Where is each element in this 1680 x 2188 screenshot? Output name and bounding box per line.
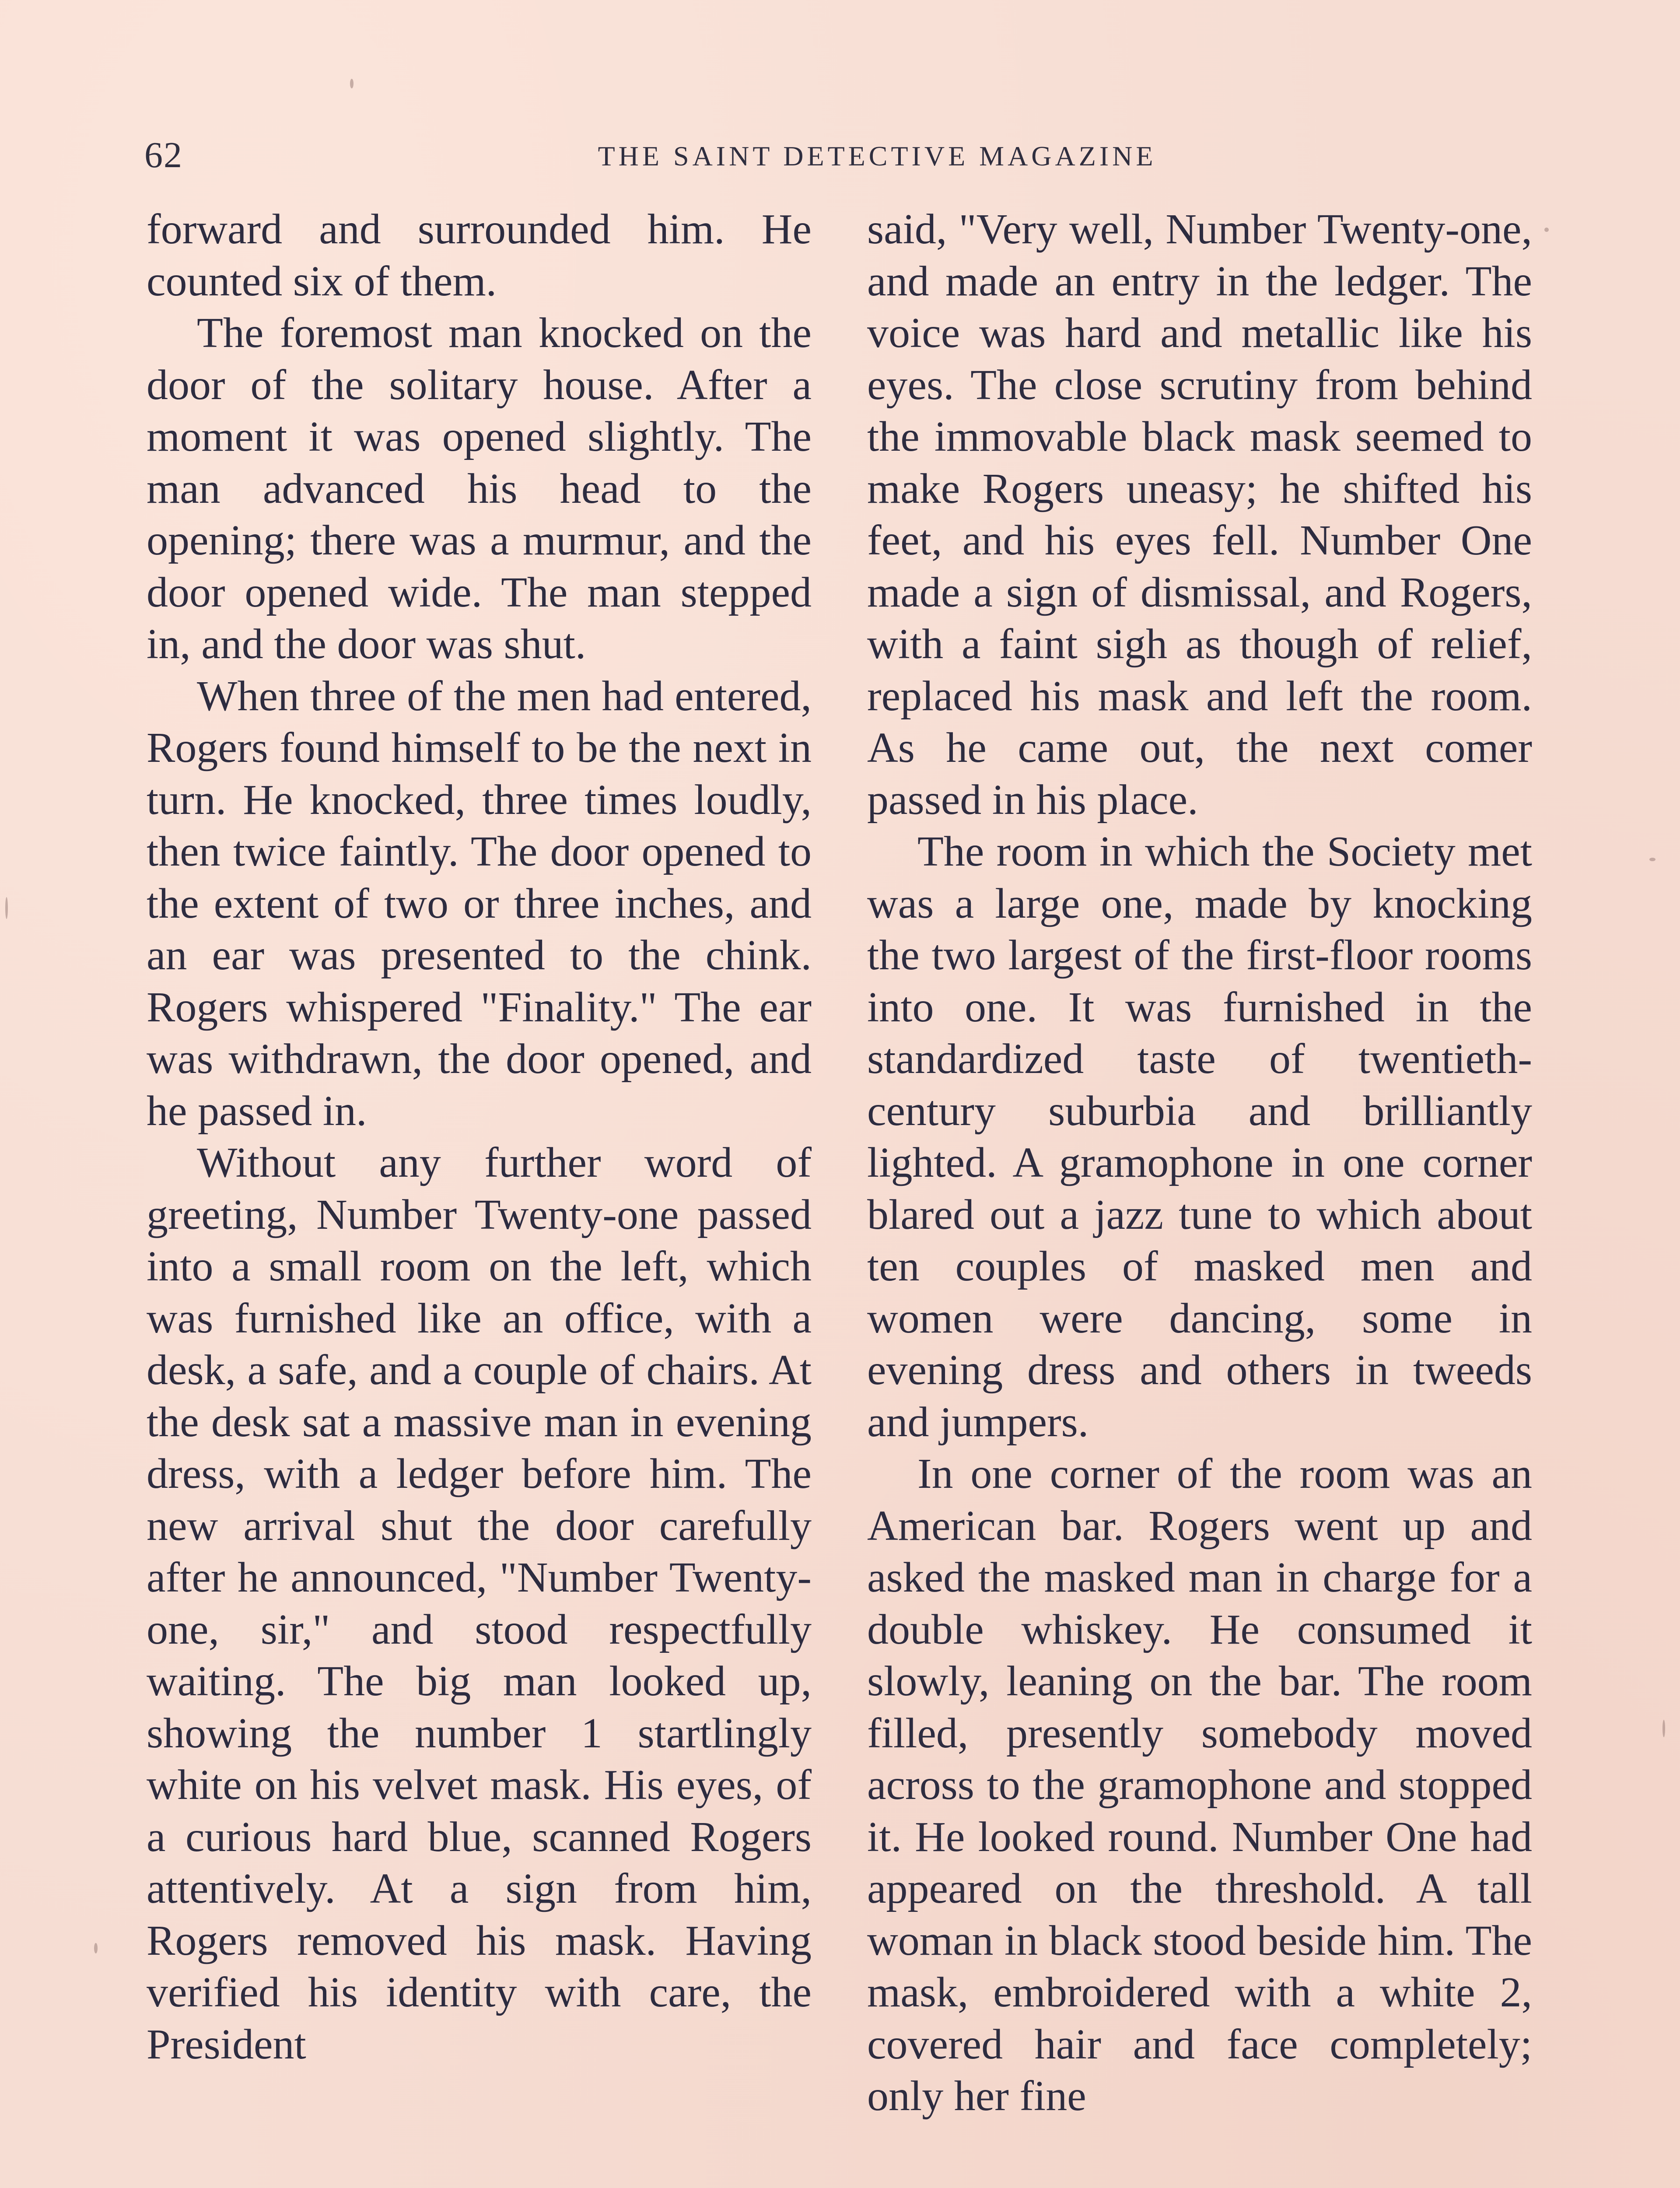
paper-speck [94,1943,98,1953]
running-head: THE SAINT DETECTIVE MAGAZINE [598,140,1157,172]
page-number: 62 [144,135,183,175]
page-header [144,131,1540,188]
paragraph: When three of the men had entered, Rogers found himself to be the next in turn. He knocked, three times loudly, then twice faintly. The door opened to the extent of two or three inches, and an ear was presented to the chink. Rogers whispered "Finality." The ear was withdrawn, the door opened, and he passed in. [147,672,812,1135]
paragraph: The room in which the Society met was a large one, made by knocking the two largest of the first-floor rooms into one. It was furnished in the standardized taste of twentieth-century suburbia and brilliantly lighted. A gramophone in one corner blared out a jazz tune to which about ten couples of masked men and women were dancing, some in evening dress and others in tweeds and jumpers. [867,828,1532,1446]
paper-speck [1662,1720,1665,1737]
paragraph: forward and surrounded him. He counted six of them. [147,206,812,305]
text-column-right [867,203,1532,2122]
text-column-left [147,203,812,2070]
paper-speck [1544,228,1549,232]
paper-speck [5,897,8,919]
paper-speck [350,79,354,88]
paragraph: The foremost man knocked on the door of the solitary house. After a moment it was opened slightly. The man advanced his head to the opening; there was a murmur, and the door opened wide. The man stepped in, and the door was shut. [147,309,812,668]
paragraph: In one corner of the room was an American bar. Rogers went up and asked the masked man in charge for a double whiskey. He consumed it slowly, leaning on the bar. The room filled, presently somebody moved across to the gramophone and stopped it. He looked round. Number One had appeared on the threshold. A tall woman in black stood beside him. The mask, embroidered with a white 2, covered hair and face completely; only her fine [867,1450,1532,2120]
paragraph: Without any further word of greeting, Number Twenty-one passed into a small room on the left, which was furnished like an office, with a desk, a safe, and a couple of chairs. At the desk sat a massive man in evening dress, with a ledger before him. The new arrival shut the door carefully after he announced, "Number Twenty-one, sir," and stood respectfully waiting. The big man looked up, showing the number 1 startlingly white on his velvet mask. His eyes, of a curious hard blue, scanned Rogers attentively. At a sign from him, Rogers removed his mask. Having verified his identity with care, the President [147,1139,812,2068]
paper-speck [1649,858,1656,861]
paragraph: said, "Very well, Number Twenty-one, and made an entry in the ledger. The voice was hard and metallic like his eyes. The close scrutiny from behind the immovable black mask seemed to make Rogers uneasy; he shifted his feet, and his eyes fell. Number One made a sign of dismissal, and Rogers, with a faint sigh as though of relief, replaced his mask and left the room. As he came out, the next comer passed in his place. [867,206,1532,824]
